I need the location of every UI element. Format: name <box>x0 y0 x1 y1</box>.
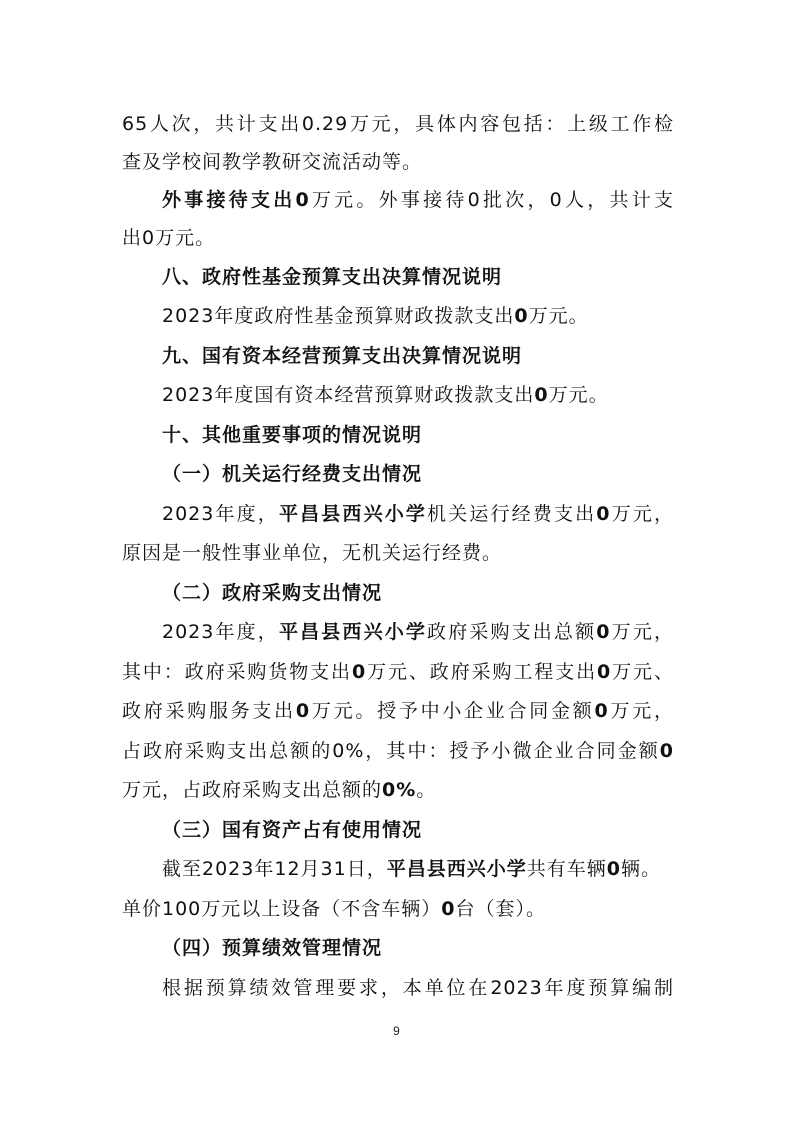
bold-text: 0 <box>596 503 611 525</box>
subsection-heading-2 <box>162 579 714 607</box>
text: 原因是一般性事业单位，无机关运行经费。 <box>122 542 503 564</box>
text: 台（套）。 <box>455 898 547 920</box>
text: 万元、政府采购工程支出 <box>366 661 598 683</box>
text: 万元， <box>610 621 674 643</box>
paragraph-line <box>122 539 674 567</box>
heading-text: （三）国有资产占有使用情况 <box>162 819 423 841</box>
bold-text: 平昌县西兴小学 <box>386 858 527 880</box>
text: 政府采购支出总额 <box>427 621 597 643</box>
page-number: 9 <box>393 1024 400 1038</box>
heading-text: （一）机关运行经费支出情况 <box>162 463 423 485</box>
heading-text: 十、其他重要事项的情况说明 <box>162 424 423 446</box>
paragraph-line <box>162 618 674 646</box>
text: 单价100万元以上设备（不含车辆） <box>122 898 442 920</box>
paragraph-line <box>122 658 674 686</box>
bold-text: 0 <box>441 898 456 920</box>
text: 机关运行经费支出 <box>427 503 597 525</box>
text: 其中：政府采购货物支出 <box>122 661 352 683</box>
paragraph-line <box>162 381 674 409</box>
subsection-heading-3 <box>162 816 714 844</box>
paragraph-line <box>122 737 674 765</box>
heading-text: （二）政府采购支出情况 <box>162 582 383 604</box>
bold-text: 平昌县西兴小学 <box>278 621 428 643</box>
section-heading-10 <box>162 421 714 449</box>
text: 根据预算绩效管理要求，本单位在2023年度预算编制 <box>162 977 674 999</box>
bold-text: 0 <box>295 700 311 722</box>
text: 万元， <box>608 700 674 722</box>
heading-text: （四）预算绩效管理情况 <box>162 937 383 959</box>
bold-text: 0 <box>606 858 621 880</box>
text: 万元。外事接待0批次，0人，共计支 <box>309 189 674 211</box>
heading-text: 八、政府性基金预算支出决算情况说明 <box>162 266 503 288</box>
paragraph-line <box>122 776 674 804</box>
paragraph-line <box>162 186 674 214</box>
bold-text: 外事接待支出0 <box>162 189 310 211</box>
section-heading-9 <box>162 342 714 370</box>
bold-text: 0 <box>597 661 612 683</box>
text: 65人次，共计支出0.29万元，具体内容包括：上级工作检 <box>122 113 674 135</box>
text: 万元， <box>610 503 674 525</box>
subsection-heading-4 <box>162 934 714 962</box>
paragraph-line <box>162 500 674 528</box>
bold-text: 0 <box>594 700 609 722</box>
text: 2023年度国有资本经营预算财政拨款支出 <box>162 384 535 406</box>
paragraph-line <box>162 302 674 330</box>
text: 共有车辆 <box>526 858 607 880</box>
text: 2023年度政府性基金预算财政拨款支出 <box>162 305 515 327</box>
text: 2023年度， <box>162 621 279 643</box>
text: 。 <box>416 779 437 801</box>
subsection-heading-1 <box>162 460 714 488</box>
paragraph-line <box>162 974 674 1002</box>
paragraph-line <box>122 697 674 725</box>
text: 万元。 <box>528 305 589 327</box>
bold-text: 0 <box>659 740 674 762</box>
text: 万元，占政府采购支出总额的 <box>122 779 383 801</box>
paragraph-line <box>122 895 674 923</box>
paragraph-line <box>162 855 674 883</box>
paragraph-line <box>122 224 674 252</box>
bold-text: 0 <box>514 305 529 327</box>
text: 出0万元。 <box>122 227 216 249</box>
bold-text: 平昌县西兴小学 <box>278 503 428 525</box>
text: 万元。 <box>548 384 609 406</box>
bold-text: 0 <box>534 384 549 406</box>
text: 政府采购服务支出 <box>122 700 296 722</box>
text: 查及学校间教学教研交流活动等。 <box>122 151 423 173</box>
bold-text: 0% <box>382 779 417 801</box>
bold-text: 0 <box>351 661 367 683</box>
text: 2023年度， <box>162 503 279 525</box>
heading-text: 九、国有资本经营预算支出决算情况说明 <box>162 345 523 367</box>
text: 辆。 <box>620 858 661 880</box>
section-heading-8 <box>162 263 714 291</box>
text: 万元。授予中小企业合同金额 <box>310 700 595 722</box>
text: 截至2023年12月31日， <box>162 858 387 880</box>
text: 万元、 <box>611 661 674 683</box>
bold-text: 0 <box>596 621 611 643</box>
paragraph-line <box>122 110 674 138</box>
paragraph-line <box>122 148 674 176</box>
text: 占政府采购支出总额的0%，其中：授予小微企业合同金额 <box>122 740 660 762</box>
